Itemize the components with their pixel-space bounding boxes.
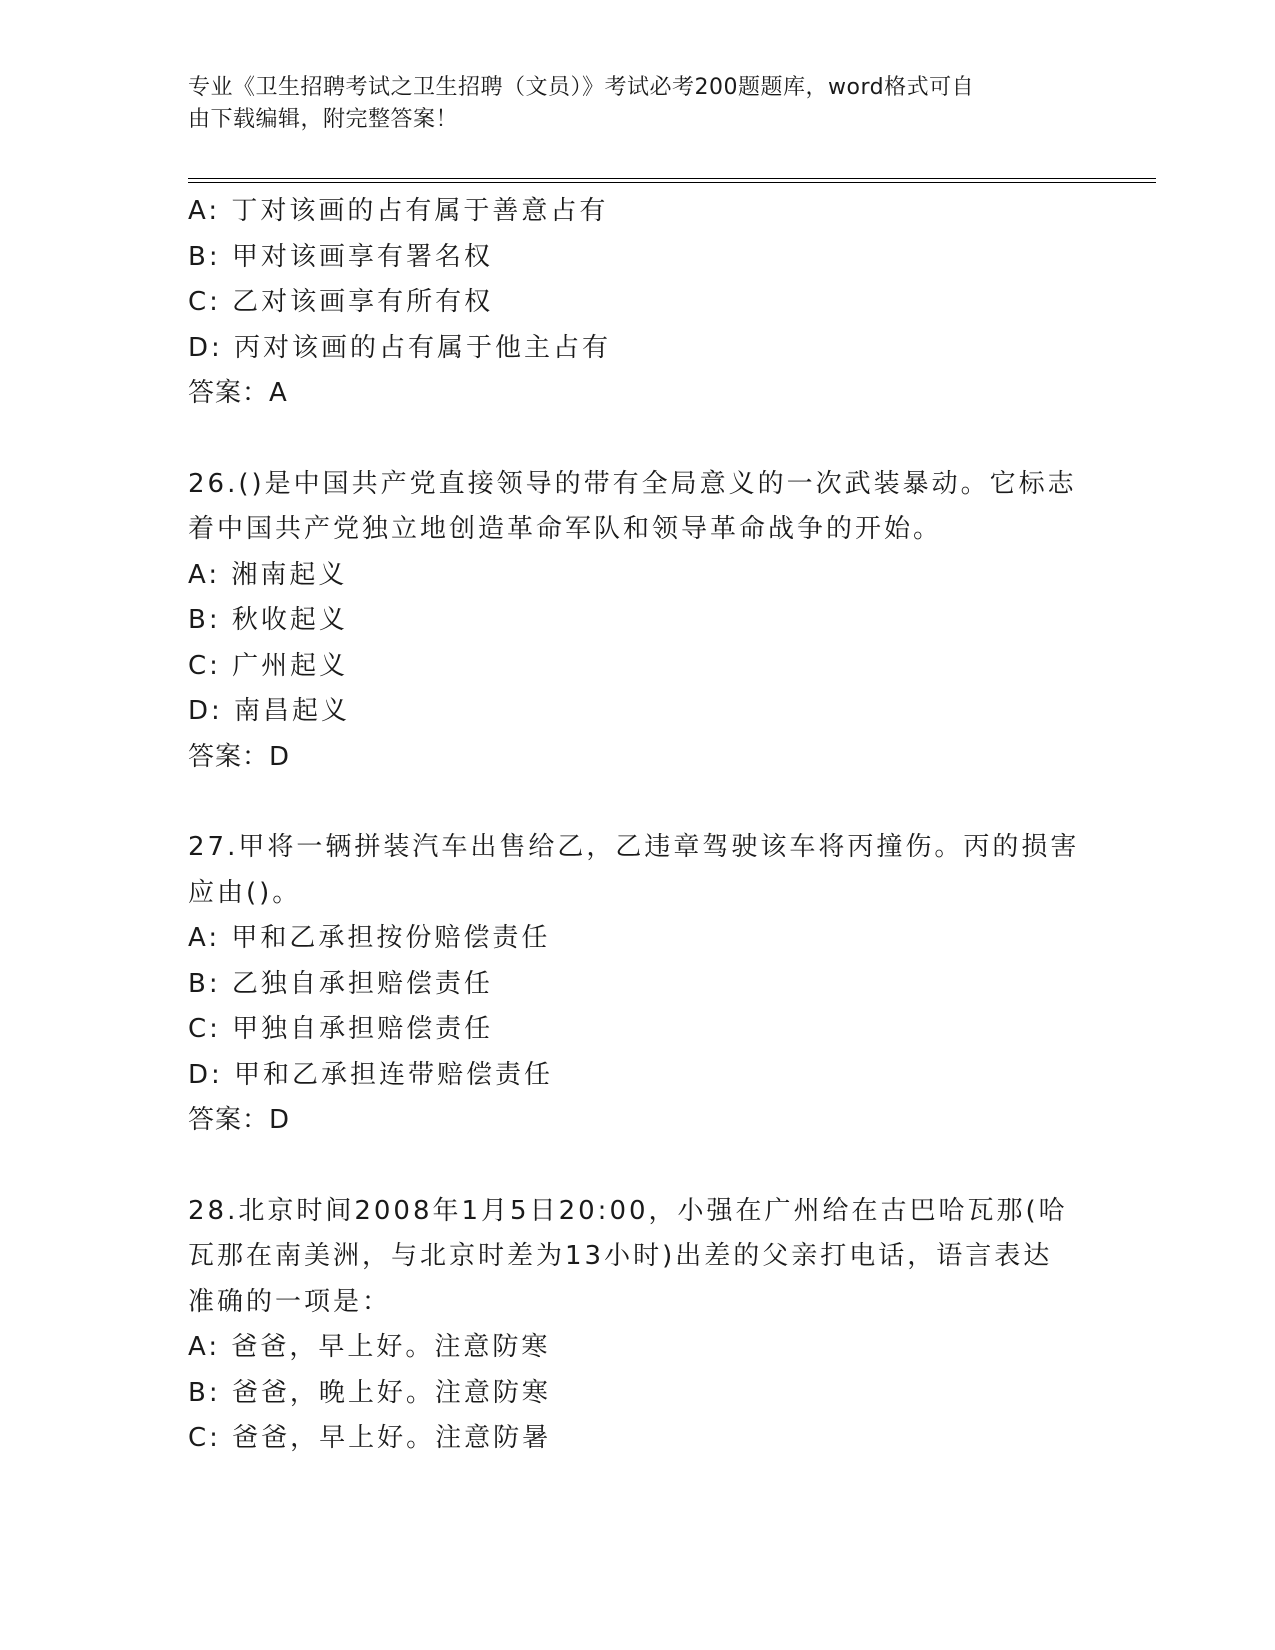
question-block-27 — [188, 825, 1088, 1144]
header-line-1: 专业《卫生招聘考试之卫生招聘（文员）》考试必考200题题库，word格式可自 — [188, 75, 975, 100]
question-stem-line: 27.甲将一辆拼装汽车出售给乙，乙违章驾驶该车将丙撞伤。丙的损害 — [188, 832, 1080, 862]
question-stem-line: 28.北京时间2008年1月5日20:00，小强在广州给在古巴哈瓦那(哈 — [188, 1195, 1068, 1226]
option-a: A: 丁对该画的占有属于善意占有 — [188, 196, 609, 226]
option-b: B: 秋收起义 — [188, 605, 348, 635]
question-stem-line: 瓦那在南美洲，与北京时差为13小时)出差的父亲打电话，语言表达 — [188, 1241, 1053, 1271]
option-c: C: 爸爸，早上好。注意防暑 — [188, 1423, 552, 1453]
answer-line: 答案：A — [188, 378, 288, 408]
question-block-28 — [188, 1189, 1088, 1462]
question-content — [188, 189, 1088, 1462]
answer-line: 答案：D — [188, 1105, 291, 1135]
option-c: C: 广州起义 — [188, 650, 349, 681]
question-block-26 — [188, 462, 1088, 781]
option-b: B: 爸爸，晚上好。注意防寒 — [188, 1377, 551, 1408]
option-c: C: 甲独自承担赔偿责任 — [188, 1014, 494, 1044]
option-b: B: 乙独自承担赔偿责任 — [188, 968, 493, 999]
header-line-2: 由下载编辑，附完整答案！ — [188, 107, 459, 132]
header-divider — [188, 178, 1156, 183]
option-b: B: 甲对该画享有署名权 — [188, 241, 493, 272]
answer-line: 答案：D — [188, 741, 291, 772]
option-d: D: 南昌起义 — [188, 696, 351, 726]
option-d: D: 丙对该画的占有属于他主占有 — [188, 332, 612, 363]
question-stem-line: 准确的一项是： — [188, 1286, 392, 1317]
question-block-25 — [188, 189, 1088, 417]
option-d: D: 甲和乙承担连带赔偿责任 — [188, 1059, 554, 1090]
page-header — [188, 72, 1068, 136]
question-stem-line: 着中国共产党独立地创造革命军队和领导革命战争的开始。 — [188, 514, 943, 544]
question-stem-line: 应由()。 — [188, 877, 302, 908]
option-a: A: 甲和乙承担按份赔偿责任 — [188, 923, 551, 953]
option-c: C: 乙对该画享有所有权 — [188, 287, 494, 317]
question-stem-line: 26.()是中国共产党直接领导的带有全局意义的一次武装暴动。它标志 — [188, 468, 1077, 499]
option-a: A: 湘南起义 — [188, 559, 348, 590]
option-a: A: 爸爸，早上好。注意防寒 — [188, 1332, 551, 1362]
